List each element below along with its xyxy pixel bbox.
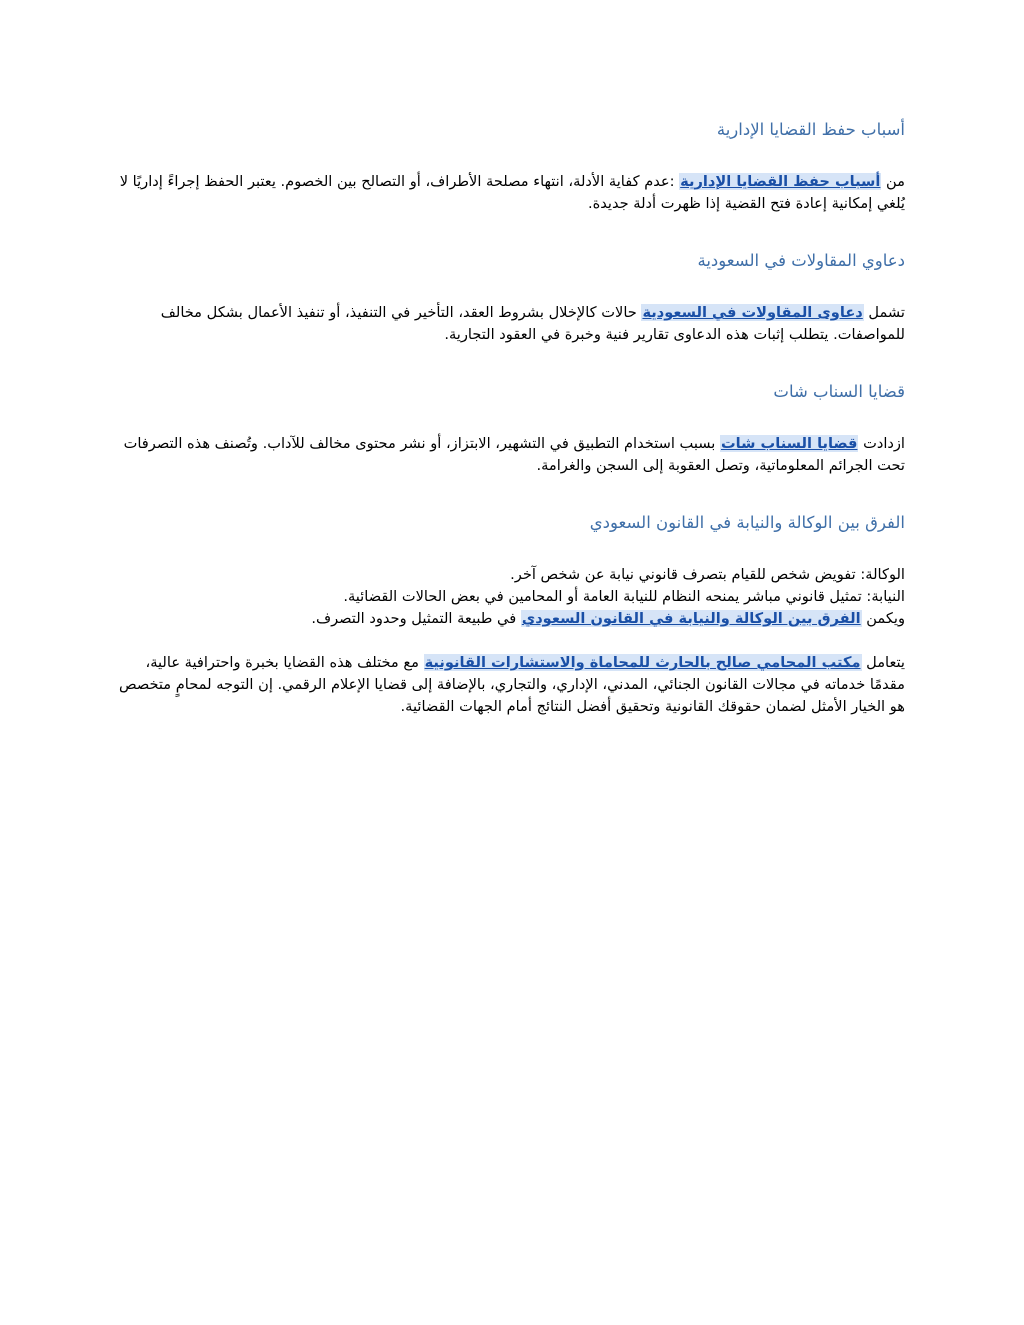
link-snapchat-cases[interactable]: قضايا السناب شات <box>720 435 858 452</box>
paragraph-snapchat-cases <box>110 433 905 477</box>
paragraph-prefix: يتعامل <box>861 654 905 671</box>
paragraph-prefix: من <box>881 173 905 190</box>
difference-line <box>110 608 905 630</box>
link-law-office[interactable]: مكتب المحامي صالح بالحارث للمحاماة والاستشارات القانونية <box>424 654 861 671</box>
link-agency-vs-representation[interactable]: الفرق بين الوكالة والنيابة في القانون السعودي <box>521 610 861 627</box>
paragraph-administrative-cases <box>110 171 905 215</box>
heading-snapchat-cases: قضايا السناب شات <box>773 382 905 401</box>
paragraph-text: حالات كالإخلال بشروط العقد، التأخير في التنفيذ، أو تنفيذ الأعمال بشكل مخالف للمواصفات. يتطلب إثبات هذه الدعاوى تقارير فنية وخبرة في العقود التجارية. <box>160 304 905 343</box>
paragraph-prefix: تشمل <box>863 304 905 321</box>
paragraph-law-office <box>110 652 905 718</box>
paragraph-agency-vs-representation <box>110 564 905 630</box>
paragraph-prefix: ازدادت <box>858 435 905 452</box>
paragraph-text: بسبب استخدام التطبيق في التشهير، الابتزاز، أو نشر محتوى مخالف للآداب. وتُصنف هذه التصرفات تحت الجرائم المعلوماتية، وتصل العقوبة إلى السجن والغرامة. <box>123 435 905 474</box>
paragraph-text: :عدم كفاية الأدلة، انتهاء مصلحة الأطراف، أو التصالح بين الخصوم. يعتبر الحفظ إجراءً إداريًا لا يُلغي إمكانية إعادة فتح القضية إذا ظهرت أدلة جديدة. <box>119 173 905 212</box>
link-administrative-cases[interactable]: أسباب حفظ القضايا الإدارية <box>680 173 881 190</box>
paragraph-text: في طبيعة التمثيل وحدود التصرف. <box>311 610 521 627</box>
definition-agency: الوكالة: تفويض شخص للقيام بتصرف قانوني نيابة عن شخص آخر. <box>510 566 905 583</box>
paragraph-contracting-claims <box>110 302 905 346</box>
paragraph-prefix: ويكمن <box>861 610 905 627</box>
heading-agency-vs-representation: الفرق بين الوكالة والنيابة في القانون السعودي <box>589 513 905 532</box>
heading-contracting-claims: دعاوي المقاولات في السعودية <box>697 251 905 270</box>
link-contracting-claims[interactable]: دعاوى المقاولات في السعودية <box>642 304 863 321</box>
definition-representation: النيابة: تمثيل قانوني مباشر يمنحه النظام للنيابة العامة أو المحامين في بعض الحالات القضائية. <box>343 588 905 605</box>
heading-administrative-cases: أسباب حفظ القضايا الإدارية <box>716 120 905 139</box>
paragraph-text: مع مختلف هذه القضايا بخبرة واحترافية عالية، مقدمًا خدماته في مجالات القانون الجنائي، المدني، الإداري، والتجاري، بالإضافة إلى قضايا الإعلام الرقمي. إن التوجه لمحامٍ متخصص هو الخيار الأمثل لضمان حقوقك القانونية وتحقيق أفضل النتائج أمام الجهات القضائية. <box>118 654 905 715</box>
document-body <box>110 112 905 718</box>
